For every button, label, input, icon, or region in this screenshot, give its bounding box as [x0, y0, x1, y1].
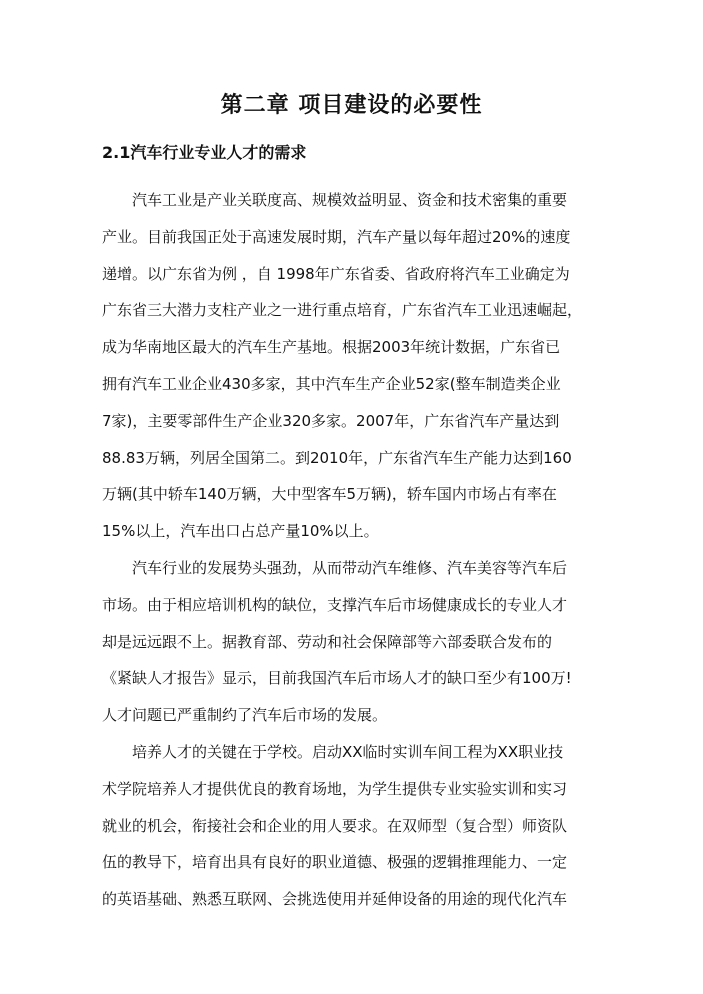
- text-line: 万辆(其中轿车140万辆，大中型客车5万辆)，轿车国内市场占有率在: [102, 485, 557, 504]
- text-line: 成为华南地区最大的汽车生产基地。根据2003年统计数据，广东省已: [102, 338, 561, 357]
- text-line: 7家)，主要零部件生产企业320多家。2007年，广东省汽车产量达到: [102, 411, 560, 430]
- text-line: 汽车行业的发展势头强劲，从而带动汽车维修、汽车美容等汽车后: [132, 558, 568, 577]
- text-line: 术学院培养人才提供优良的教育场地，为学生提供专业实验实训和实习: [102, 779, 568, 798]
- text-line: 汽车工业是产业关联度高、规模效益明显、资金和技术密集的重要: [132, 191, 568, 209]
- text-line: 就业的机会，衔接社会和企业的用人要求。在双师型（复合型）师资队: [102, 816, 568, 835]
- chapter-title: 第二章 项目建设的必要性: [220, 93, 483, 118]
- text-line: 《紧缺人才报告》显示，目前我国汽车后市场人才的缺口至少有100万!: [102, 669, 572, 688]
- text-line: 市场。由于相应培训机构的缺位，支撑汽车后市场健康成长的专业人才: [102, 595, 568, 614]
- text-line: 15%以上，汽车出口占总产量10%以上。: [102, 522, 379, 541]
- text-line: 拥有汽车工业企业430多家，其中汽车生产企业52家(整车制造类企业: [102, 374, 561, 393]
- text-line: 伍的教导下，培育出具有良好的职业道德、极强的逻辑推理能力、一定: [102, 853, 568, 872]
- text-line: 88.83万辆，列居全国第二。到2010年，广东省汽车生产能力达到160: [102, 448, 572, 467]
- text-line: 广东省三大潜力支柱产业之一进行重点培育，广东省汽车工业迅速崛起，: [102, 301, 583, 320]
- paragraph-2: [102, 550, 602, 734]
- text-line: 递增。以广东省为例 ，自 1998年广东省委、省政府将汽车工业确定为: [102, 264, 570, 283]
- text-line: 人才问题已严重制约了汽车后市场的发展。: [102, 706, 388, 725]
- paragraph-3: [102, 734, 602, 918]
- text-line: 的英语基础、熟悉互联网、会挑选使用并延伸设备的用途的现代化汽车: [102, 890, 568, 909]
- text-line: 产业。目前我国正处于高速发展时期，汽车产量以每年超过20%的速度: [102, 227, 571, 246]
- text-line: 却是远远跟不上。据教育部、劳动和社会保障部等六部委联合发布的: [102, 632, 553, 651]
- paragraph-1: [102, 182, 602, 550]
- body-text: [102, 182, 602, 918]
- section-heading: 2.1汽车行业专业人才的需求: [102, 143, 307, 162]
- text-line: 培养人才的关键在于学校。启动XX临时实训车间工程为XX职业技: [132, 742, 564, 761]
